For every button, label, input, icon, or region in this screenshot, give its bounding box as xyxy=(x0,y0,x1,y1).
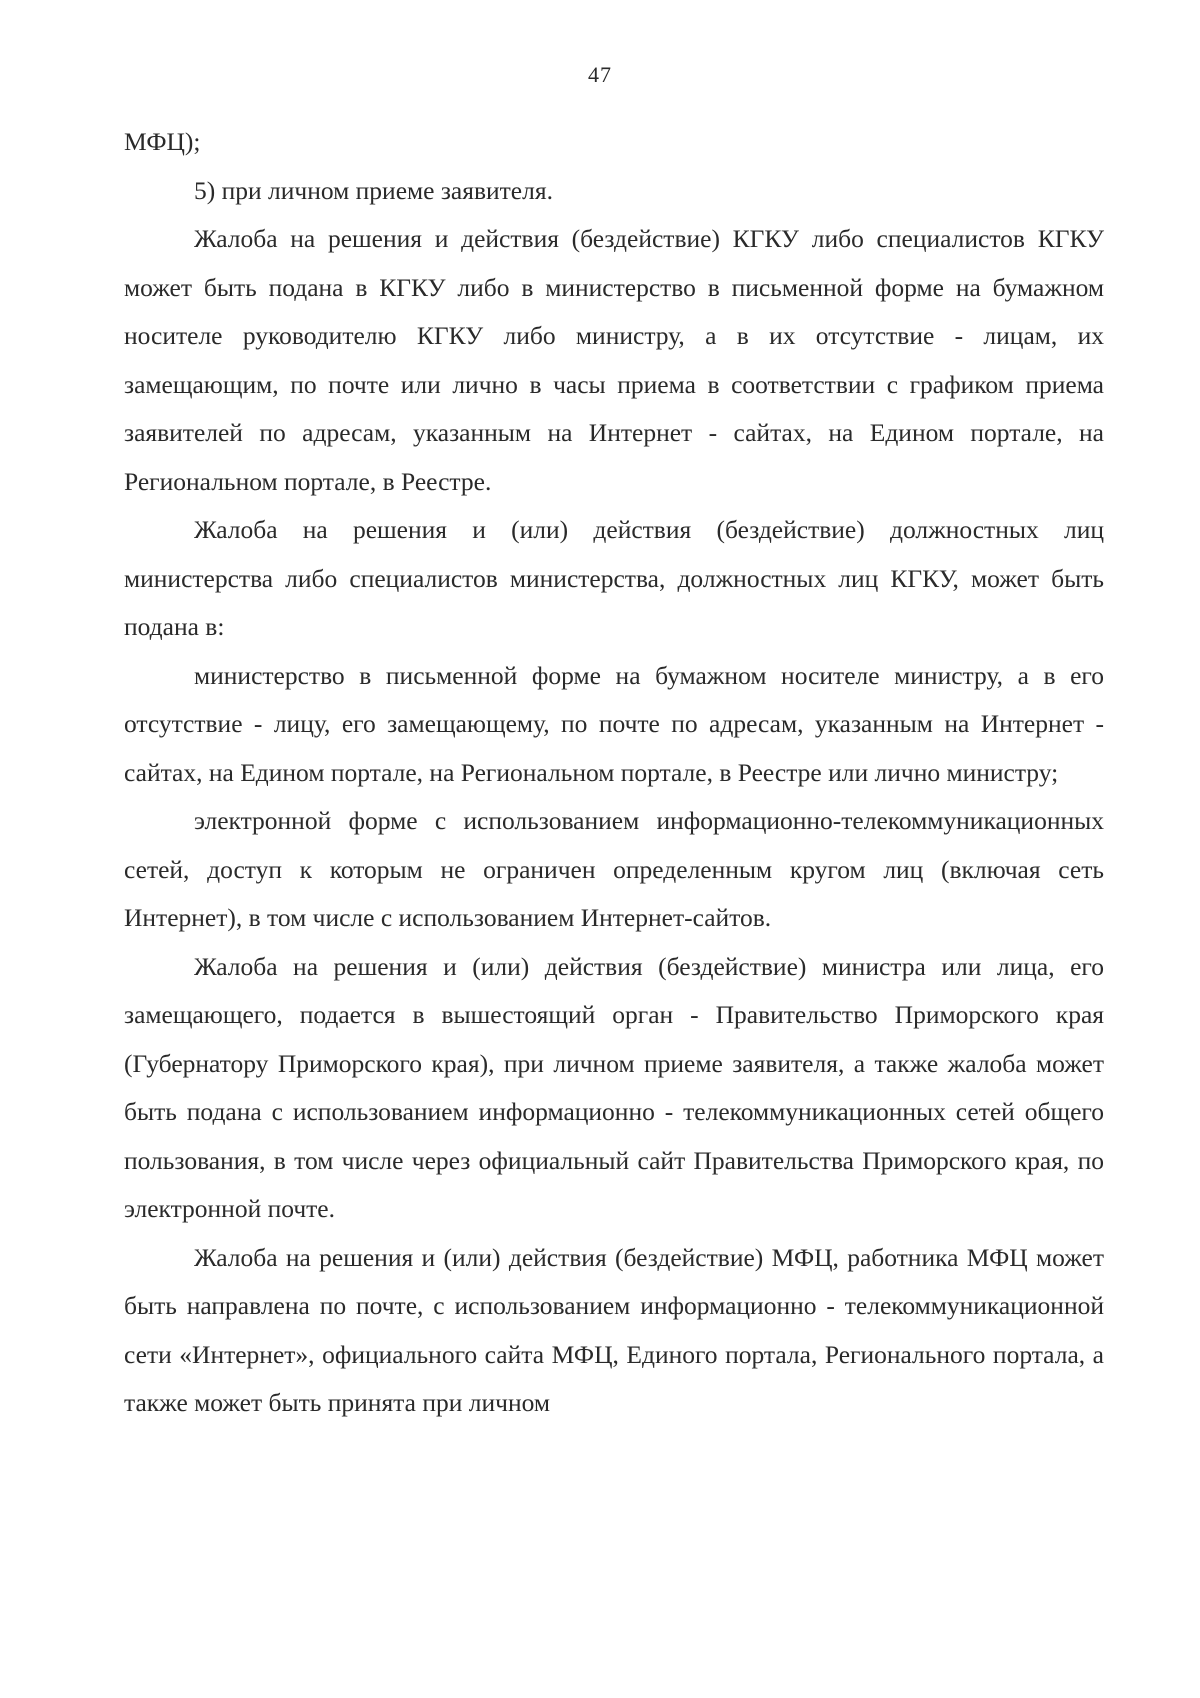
paragraph-2: 5) при личном приеме заявителя. xyxy=(194,175,553,205)
page-number: 47 xyxy=(588,62,612,87)
document-body xyxy=(124,118,1104,1428)
paragraph-1: МФЦ); xyxy=(124,127,201,156)
paragraph-3: Жалоба на решения и действия (бездействие) КГКУ либо специалистов КГКУ может быть подана в КГКУ либо в министерство в письменной форме на бумажном носителе руководителю КГКУ либо министру, а в их отсутствие - лицам, их замещающим, по почте или лично в часы приема в соответствии с графиком приема заявителей по адресам, указанным на Интернет - сайтах, на Едином портале, на Региональном портале, в Реестре. xyxy=(124,224,1104,496)
paragraph-8: Жалоба на решения и (или) действия (бездействие) МФЦ, работника МФЦ может быть направлена по почте, с использованием информационно - телекоммуникационной сети «Интернет», официального сайта МФЦ, Единого портала, Регионального портала, а также может быть принята при личном xyxy=(124,1242,1104,1417)
paragraph-6: электронной форме с использованием информационно-телекоммуникационных сетей, доступ к которым не ограничен определенным кругом лиц (включая сеть Интернет), в том числе с использованием Интернет-сайтов. xyxy=(124,806,1104,932)
paragraph-7: Жалоба на решения и (или) действия (бездействие) министра или лица, его замещающего, подается в вышестоящий орган - Правительство Приморского края (Губернатору Приморского края), при личном приеме заявителя, а также жалоба может быть подана с использованием информационно - телекоммуникационных сетей общего пользования, в том числе через официальный сайт Правительства Приморского края, по электронной почте. xyxy=(124,951,1104,1223)
paragraph-4: Жалоба на решения и (или) действия (бездействие) должностных лиц министерства либо специалистов министерства, должностных лиц КГКУ, может быть подана в: xyxy=(124,515,1104,641)
paragraph-5: министерство в письменной форме на бумажном носителе министру, а в его отсутствие - лицу, его замещающему, по почте по адресам, указанным на Интернет - сайтах, на Едином портале, на Региональном портале, в Реестре или лично министру; xyxy=(124,660,1104,787)
